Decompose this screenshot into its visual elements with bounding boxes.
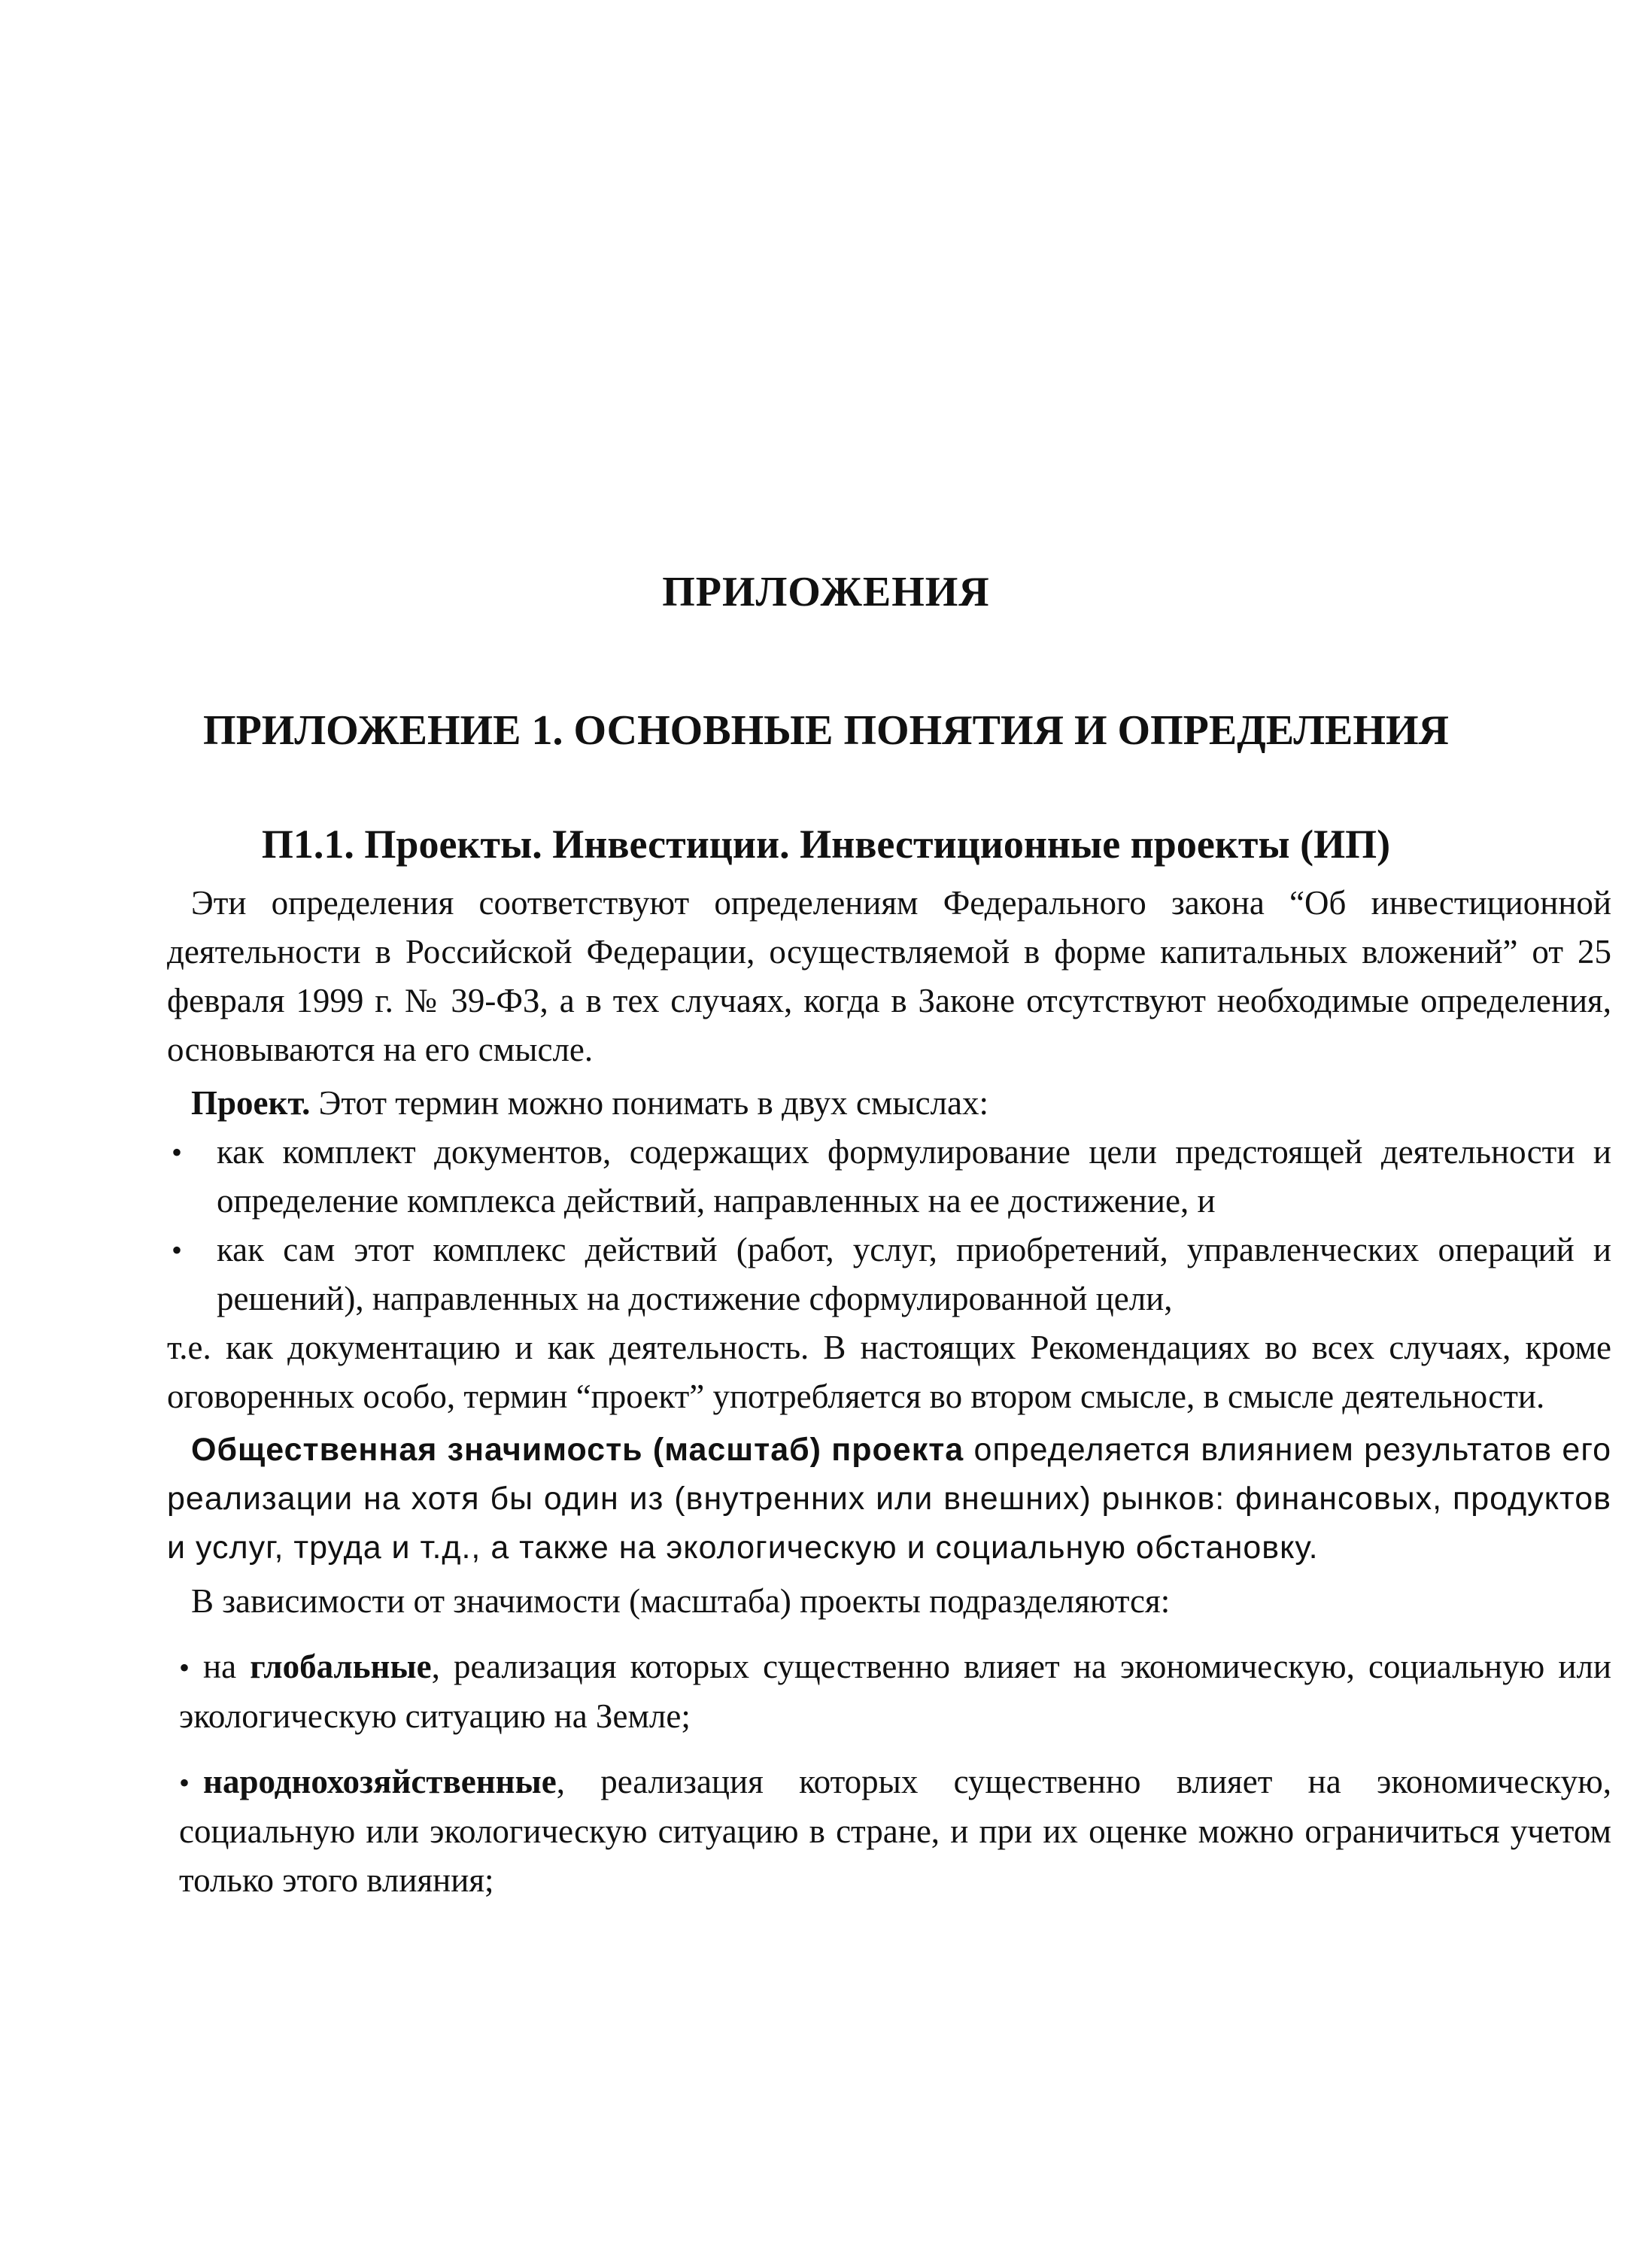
list-item-text: , реализация которых существенно влияет на экономическую, социальную или экологическую ситуацию в стране, и при их оценке можно ограничиться учетом только этого влияния; (179, 1763, 1611, 1899)
intro-paragraph: Эти определения соответствуют определениям Федерального закона “Об инвестиционной деятельности в Российской Федерации, осуществляемой в форме капитальных вложений” от 25 февраля 1999 г. № 39-ФЗ, а в тех случаях, когда в Законе отсутствуют необходимые определения, основываются на его смысле. (167, 884, 1611, 1068)
appendix-title: ПРИЛОЖЕНИЕ 1. ОСНОВНЫЕ ПОНЯТИЯ И ОПРЕДЕЛЕНИЯ (203, 707, 1449, 754)
project-term: Проект. (191, 1084, 311, 1122)
list-item-term: народнохозяйственные (203, 1763, 557, 1800)
significance-paragraph (167, 1426, 1611, 1572)
project-lead-text: Этот термин можно понимать в двух смыслах: (310, 1084, 988, 1122)
bullet-icon: • (179, 1766, 190, 1800)
significance-term: Общественная значимость (масштаб) проекта (191, 1432, 964, 1468)
list-item-text: как сам этот комплекс действий (работ, услуг, приобретений, управленческих операций и решений), направленных на достижение сформулированной цели, (217, 1231, 1611, 1317)
list-item (167, 1226, 1611, 1323)
project-definition-lead (167, 1079, 1611, 1128)
project-meanings-list (167, 1128, 1611, 1323)
significance-text: определяется влиянием результатов его реализации на хотя бы один из (внутренних или внешних) рынков: финансовых, продуктов и услуг, труда и т.д., а также на экологическую и социальную обстановку. (167, 1432, 1611, 1566)
subsection-title: П1.1. Проекты. Инвестиции. Инвестиционные проекты (ИП) (261, 822, 1391, 867)
list-item-text: как комплект документов, содержащих формулирование цели предстоящей деятельности и определение комплекса действий, направленных на ее достижение, и (217, 1133, 1611, 1220)
list-item-text: , реализация которых существенно влияет на экономическую, социальную или экологическую ситуацию на Земле; (179, 1648, 1611, 1735)
project-conclusion-paragraph: т.е. как документацию и как деятельность. В настоящих Рекомендациях во всех случаях, кроме оговоренных особо, термин “проект” употребляется во втором смысле, в смысле деятельности. (167, 1329, 1611, 1415)
list-item (167, 1642, 1611, 1741)
list-item-term: глобальные (250, 1648, 432, 1685)
document-body (167, 879, 1611, 1905)
classification-lead: В зависимости от значимости (масштаба) проекты подразделяются: (191, 1582, 1171, 1620)
classification-list (167, 1642, 1611, 1905)
list-item (167, 1757, 1611, 1905)
bullet-icon: • (179, 1651, 190, 1685)
list-item (167, 1128, 1611, 1226)
bullet-icon: • (172, 1135, 183, 1169)
section-title: ПРИЛОЖЕНИЯ (662, 569, 990, 615)
bullet-icon: • (172, 1233, 183, 1267)
list-item-prefix: на (203, 1648, 251, 1685)
